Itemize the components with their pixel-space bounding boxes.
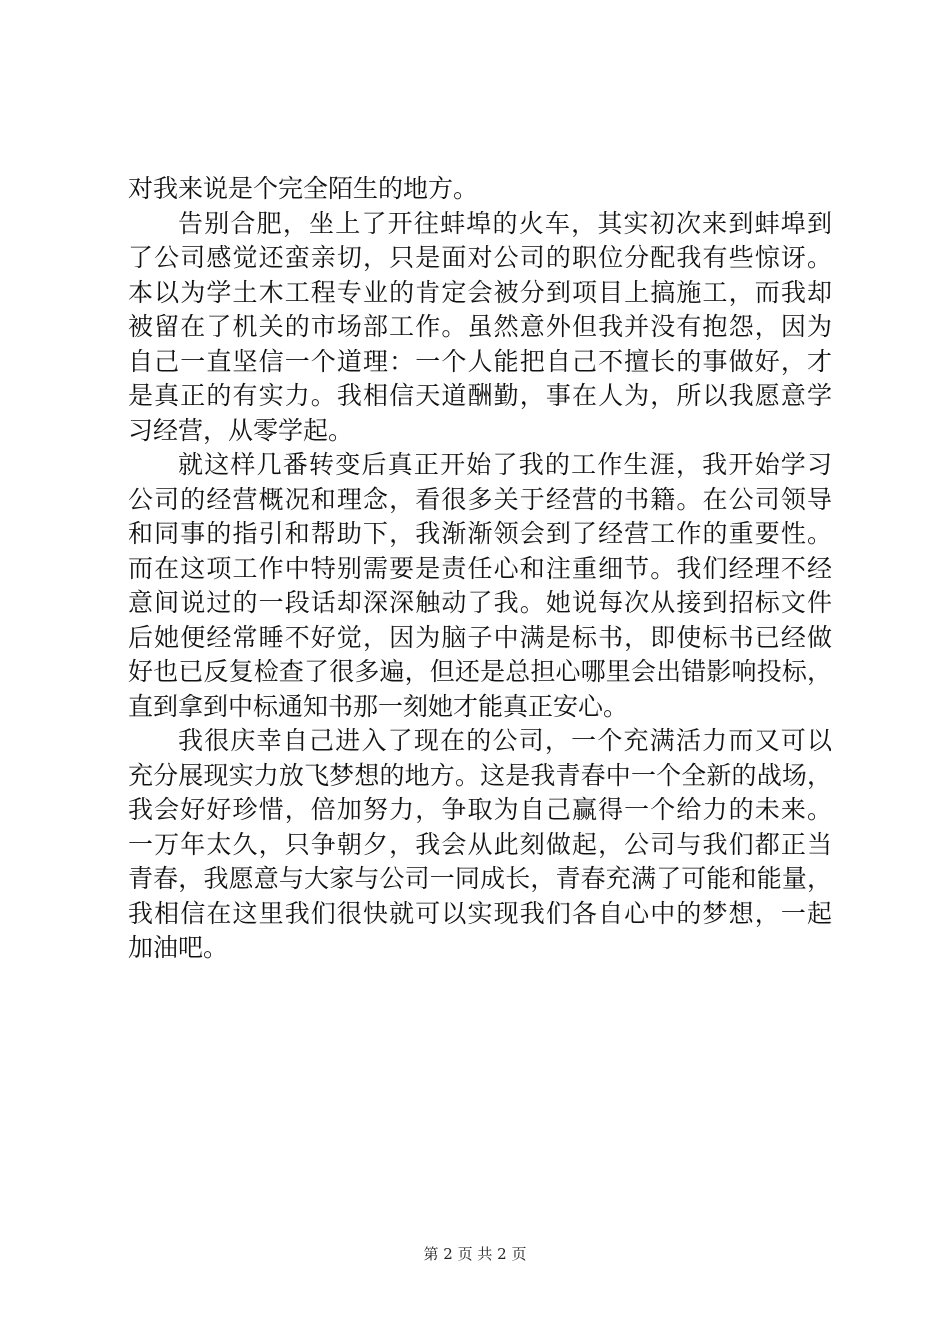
text-line: 后她便经常睡不好觉，因为脑子中满是标书，即使标书已经做 xyxy=(128,622,832,652)
text-line: 了公司感觉还蛮亲切，只是面对公司的职位分配我有些惊讶。 xyxy=(128,243,832,272)
text-line: 是真正的有实力。我相信天道酬勤，事在人为，所以我愿意学 xyxy=(128,381,832,410)
text-line: 一万年太久，只争朝夕，我会从此刻做起，公司与我们都正当 xyxy=(128,829,832,859)
text-line: 我很庆幸自己进入了现在的公司，一个充满活力而又可以 xyxy=(178,726,832,755)
text-line: 直到拿到中标通知书那一刻她才能真正安心。 xyxy=(128,691,629,721)
text-line: 被留在了机关的市场部工作。虽然意外但我并没有抱怨，因为 xyxy=(128,312,832,341)
text-line: 就这样几番转变后真正开始了我的工作生涯，我开始学习 xyxy=(178,450,832,479)
text-line: 充分展现实力放飞梦想的地方。这是我青春中一个全新的战场， xyxy=(128,760,832,790)
document-body xyxy=(128,172,832,966)
text-line: 习经营，从零学起。 xyxy=(128,415,354,445)
text-line: 青春，我愿意与大家与公司一同成长，青春充满了可能和能量， xyxy=(128,864,832,893)
text-line: 自己一直坚信一个道理：一个人能把自己不擅长的事做好，才 xyxy=(128,346,832,376)
text-line: 本以为学土木工程专业的肯定会被分到项目上搞施工，而我却 xyxy=(128,277,832,307)
text-line: 我会好好珍惜，倍加努力，争取为自己赢得一个给力的未来。 xyxy=(128,795,832,824)
text-line: 公司的经营概况和理念，看很多关于经营的书籍。在公司领导 xyxy=(128,484,832,514)
page-footer: 第 2 页 共 2 页 xyxy=(423,1245,527,1263)
text-line: 和同事的指引和帮助下，我渐渐领会到了经营工作的重要性。 xyxy=(128,519,832,548)
text-line: 我相信在这里我们很快就可以实现我们各自心中的梦想，一起 xyxy=(128,898,832,928)
text-line: 告别合肥，坐上了开往蚌埠的火车，其实初次来到蚌埠到 xyxy=(178,208,832,238)
text-line: 好也已反复检查了很多遍，但还是总担心哪里会出错影响投标， xyxy=(128,657,832,686)
text-line: 意间说过的一段话却深深触动了我。她说每次从接到招标文件 xyxy=(128,588,832,617)
text-line: 对我来说是个完全陌生的地方。 xyxy=(128,174,479,203)
text-line: 加油吧。 xyxy=(128,933,229,962)
text-line: 而在这项工作中特别需要是责任心和注重细节。我们经理不经 xyxy=(128,553,832,583)
